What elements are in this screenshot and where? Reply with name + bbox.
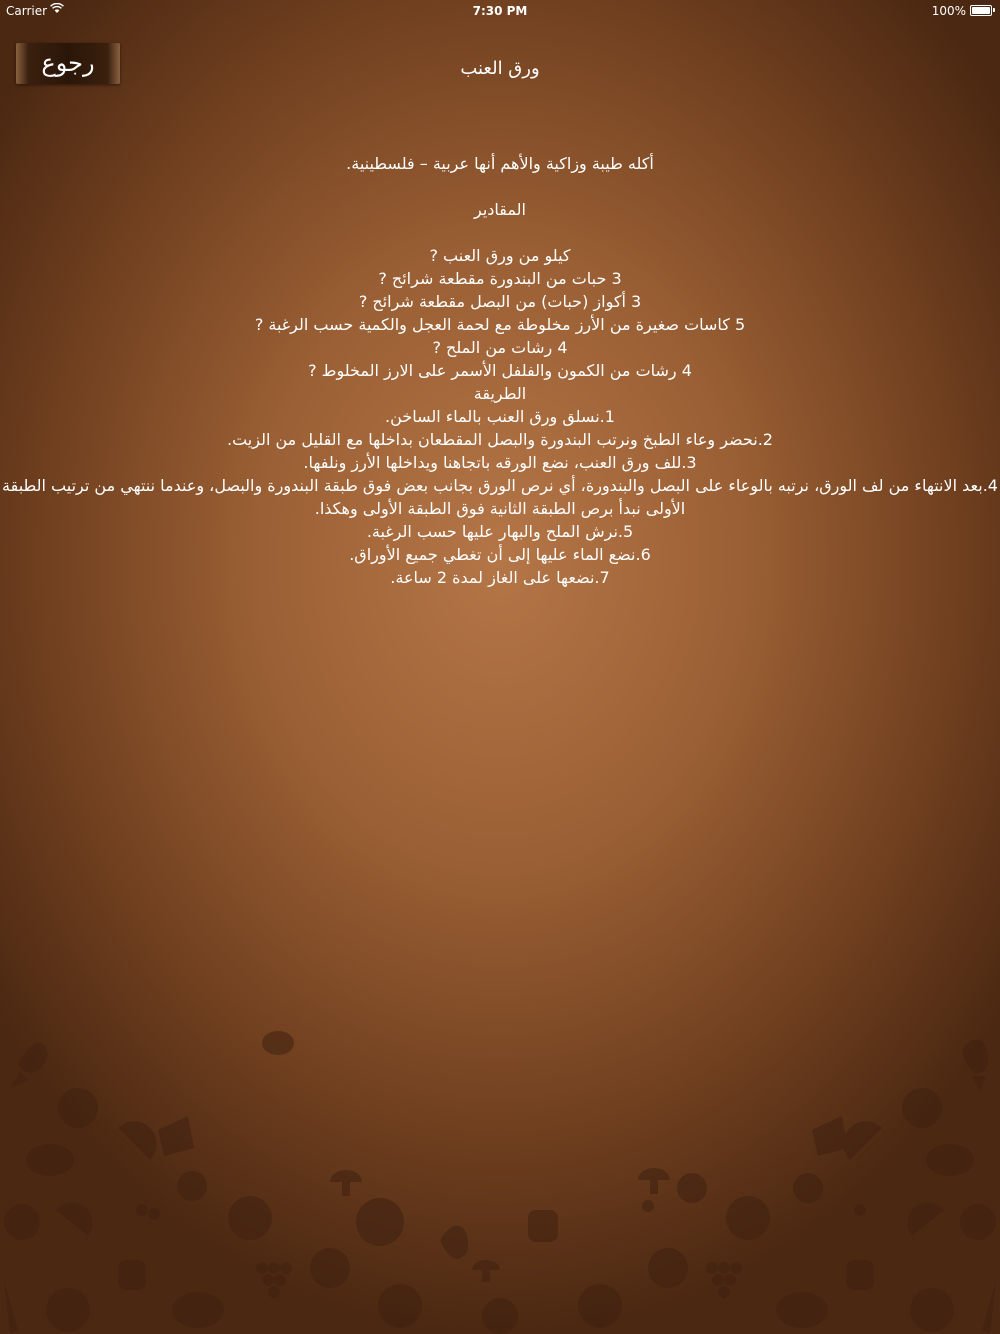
mushroom-icon [472,1260,500,1282]
tomato-icon [4,1204,40,1240]
apple-icon [677,1173,707,1203]
orange-slice-icon [843,1121,882,1160]
clock: 7:30 PM [472,4,528,18]
battery-tip [993,8,995,12]
recipe-content [0,152,1000,589]
fish-icon [962,1039,988,1092]
method-step: 3.للف ورق العنب، نضع الورقه باتجاهنا ويداخلها الأرز ونلفها. [303,453,697,472]
cookie-icon [648,1248,688,1288]
method-step: 6.نضع الماء عليها إلى أن تغطي جميع الأوراق. [349,545,651,564]
page-title: ورق العنب [460,58,540,79]
cherry-icon [148,1208,160,1220]
ingredients-heading: المقادير [474,200,526,219]
cherry-icon [136,1204,148,1216]
method-step: 4.بعد الانتهاء من لف الورق، نرتبه بالوعاء على البصل والبندورة، أي نرص الورق بجانب بعض فوق طبقة البندورة والبصل، وعندما ننتهي من ترتيب الطبقة الأولى نبدأ برص الطبقة الثانية فوق الطبقة الأولى وهكذا. [2,476,998,518]
apple-icon [177,1171,207,1201]
battery-percent: 100% [931,4,966,18]
orange-slice-icon [56,1202,93,1236]
ingredient-item: 4 رشات من الكمون والفلفل الأسمر على الارز المخلوط ? [308,361,692,380]
meat-icon [926,1144,974,1176]
fish-icon [440,1226,468,1259]
cheese-icon [812,1116,848,1156]
tomato-icon [228,1196,272,1240]
food-pattern-decoration [0,1010,1000,1334]
orange-slice-icon [907,1202,944,1236]
battery-icon [970,5,992,16]
tomato-icon [960,1204,996,1240]
lemon-icon [378,1284,422,1328]
fish-icon [10,1043,48,1088]
ingredient-item: 3 أكواز (حبات) من البصل مقطعة شرائح ? [358,292,642,311]
bread-icon [846,1260,874,1290]
cheese-icon [158,1116,194,1156]
tomato-icon [356,1198,404,1246]
meat-icon [26,1144,74,1176]
tomato-icon [910,1288,954,1332]
method-step: 7.نضعها على الغاز لمدة 2 ساعة. [390,568,610,587]
carrot-icon [4,1280,18,1334]
ingredient-item: 4 رشات من الملح ? [432,338,568,357]
ingredient-item: 3 حبات من البندورة مقطعة شرائح ? [378,269,622,288]
ingredient-item: كيلو من ورق العنب ? [429,246,571,265]
recipe-intro: أكله طيبة وزاكية والأهم أنها عربية – فلسطينية. [346,154,654,173]
cherry-icon [642,1200,654,1212]
meat-icon [262,1031,294,1055]
back-button[interactable]: رجوع [16,43,120,84]
tomato-icon [726,1196,770,1240]
cherry-icon [854,1204,866,1216]
status-bar [0,0,1000,22]
watermelon-icon [902,1088,942,1128]
meat-icon [776,1292,828,1328]
lemon-icon [578,1284,622,1328]
watermelon-icon [58,1088,98,1128]
mushroom-icon [330,1170,362,1196]
bread-icon [528,1210,558,1242]
apple-icon [793,1173,823,1203]
tomato-icon [482,1298,518,1334]
method-step: 5.نرش الملح والبهار عليها حسب الرغبة. [366,522,634,541]
cookie-icon [310,1248,350,1288]
carrot-icon [982,1280,996,1334]
bread-icon [118,1260,146,1290]
orange-slice-icon [118,1121,157,1160]
meat-icon [172,1292,224,1328]
method-step: 2.نحضر وعاء الطبخ ونرتب البندورة والبصل المقطعان بداخلها مع القليل من الزيت. [227,430,773,449]
ingredient-item: 5 كاسات صغيرة من الأرز مخلوطة مع لحمة العجل والكمية حسب الرغبة ? [254,315,746,334]
mushroom-icon [638,1168,670,1194]
tomato-icon [46,1288,90,1332]
method-heading: الطريقة [473,384,527,403]
carrier-label: Carrier [6,4,48,18]
grapes-icon [706,1262,742,1298]
grapes-icon [256,1262,292,1298]
method-step: 1.نسلق ورق العنب بالماء الساخن. [385,407,615,426]
